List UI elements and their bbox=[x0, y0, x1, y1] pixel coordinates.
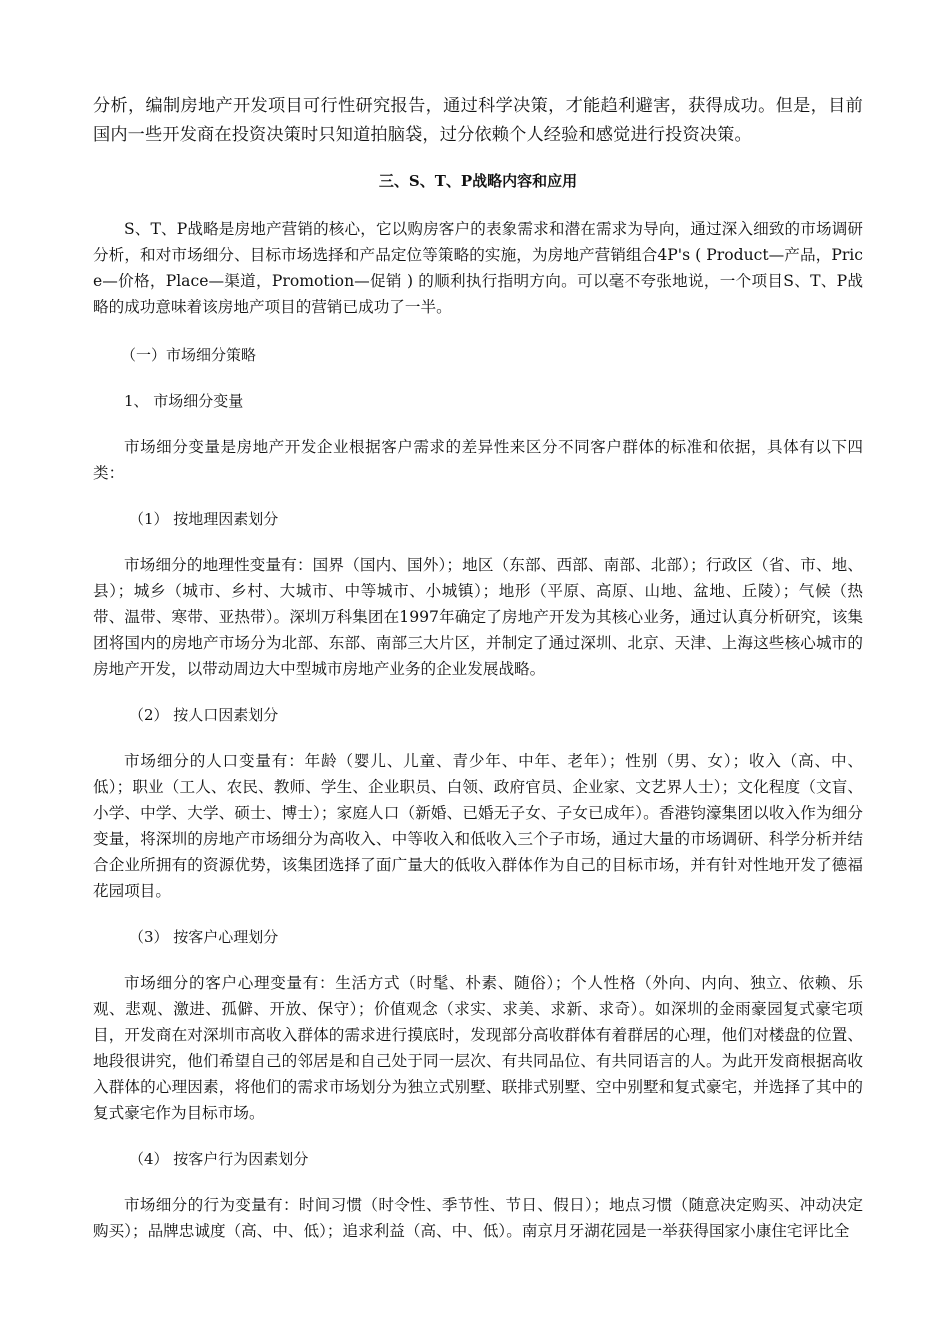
population-paragraph: 市场细分的人口变量有：年龄（婴儿、儿童、青少年、中年、老年）；性别（男、女）；收入（高、中、低）；职业（工人、农民、教师、学生、企业职员、白领、政府官员、企业家、文艺界人士）；文化程度（文盲、小学、中学、大学、硕士、博士）；家庭人口（新婚、已婚无子女、子女已成年）。香港钧濠集团以收入作为细分变量，将深圳的房地产市场细分为高收入、中等收入和低收入三个子市场，通过大量的市场调研、科学分析并结合企业所拥有的资源优势，该集团选择了面广量大的低收入群体作为自己的目标市场，并有针对性地开发了德福花园项目。 bbox=[93, 752, 863, 900]
intro-paragraph: 分析，编制房地产开发项目可行性研究报告，通过科学决策，才能趋利避害，获得成功。但是，目前国内一些开发商在投资决策时只知道拍脑袋，过分依赖个人经验和感觉进行投资决策。 bbox=[93, 96, 863, 145]
stp-paragraph: S、T、P战略是房地产营销的核心，它以购房客户的表象需求和潜在需求为导向，通过深入细致的市场调研分析，和对市场细分、目标市场选择和产品定位等策略的实施，为房地产营销组合4P's ( Product—产品，Price—价格，Place—渠道，Promotion—促销 ) 的顺利执行指明方向。可以毫不夸张地说，一个项目S、T、P战略的成功意味着该房地产项目的营销已成功了一半。 bbox=[93, 220, 863, 316]
behavior-heading: （4） 按客户行为因素划分 bbox=[129, 1150, 309, 1168]
document-page bbox=[93, 92, 863, 1244]
subsection-heading-market-segmentation: （一）市场细分策略 bbox=[121, 346, 257, 364]
geo-paragraph: 市场细分的地理性变量有：国界（国内、国外）；地区（东部、西部、南部、北部）；行政区（省、市、地、县）；城乡（城市、乡村、大城市、中等城市、小城镇）；地形（平原、高原、山地、盆地、丘陵）；气候（热带、温带、寒带、亚热带）。深圳万科集团在1997年确定了房地产开发为其核心业务，通过认真分析研究，该集团将国内的房地产市场分为北部、东部、南部三大片区，并制定了通过深圳、北京、天津、上海这些核心城市的房地产开发，以带动周边大中型城市房地产业务的企业发展战略。 bbox=[93, 556, 863, 678]
population-heading: （2） 按人口因素划分 bbox=[129, 706, 279, 724]
section-heading: 三、S、T、P战略内容和应用 bbox=[378, 172, 578, 190]
item-heading-segmentation-variables: 1、 市场细分变量 bbox=[124, 392, 244, 410]
psychology-paragraph: 市场细分的客户心理变量有：生活方式（时髦、朴素、随俗）；个人性格（外向、内向、独立、依赖、乐观、悲观、激进、孤僻、开放、保守）；价值观念（求实、求美、求新、求奇）。如深圳的金雨豪园复式豪宅项目，开发商在对深圳市高收入群体的需求进行摸底时，发现部分高收群体有着群居的心理，他们对楼盘的位置、地段很讲究，他们希望自己的邻居是和自己处于同一层次、有共同品位、有共同语言的人。为此开发商根据高收入群体的心理因素，将他们的需求市场划分为独立式别墅、联排式别墅、空中别墅和复式豪宅，并选择了其中的复式豪宅作为目标市场。 bbox=[93, 974, 863, 1122]
variables-paragraph: 市场细分变量是房地产开发企业根据客户需求的差异性来区分不同客户群体的标准和依据，具体有以下四类： bbox=[93, 438, 863, 482]
psychology-heading: （3） 按客户心理划分 bbox=[129, 928, 279, 946]
behavior-paragraph: 市场细分的行为变量有：时间习惯（时令性、季节性、节日、假日）；地点习惯（随意决定购买、冲动决定购买）；品牌忠诚度（高、中、低）；追求利益（高、中、低）。南京月牙湖花园是一举获得国家小康住宅评比全 bbox=[93, 1196, 863, 1240]
geo-heading: （1） 按地理因素划分 bbox=[129, 510, 279, 528]
